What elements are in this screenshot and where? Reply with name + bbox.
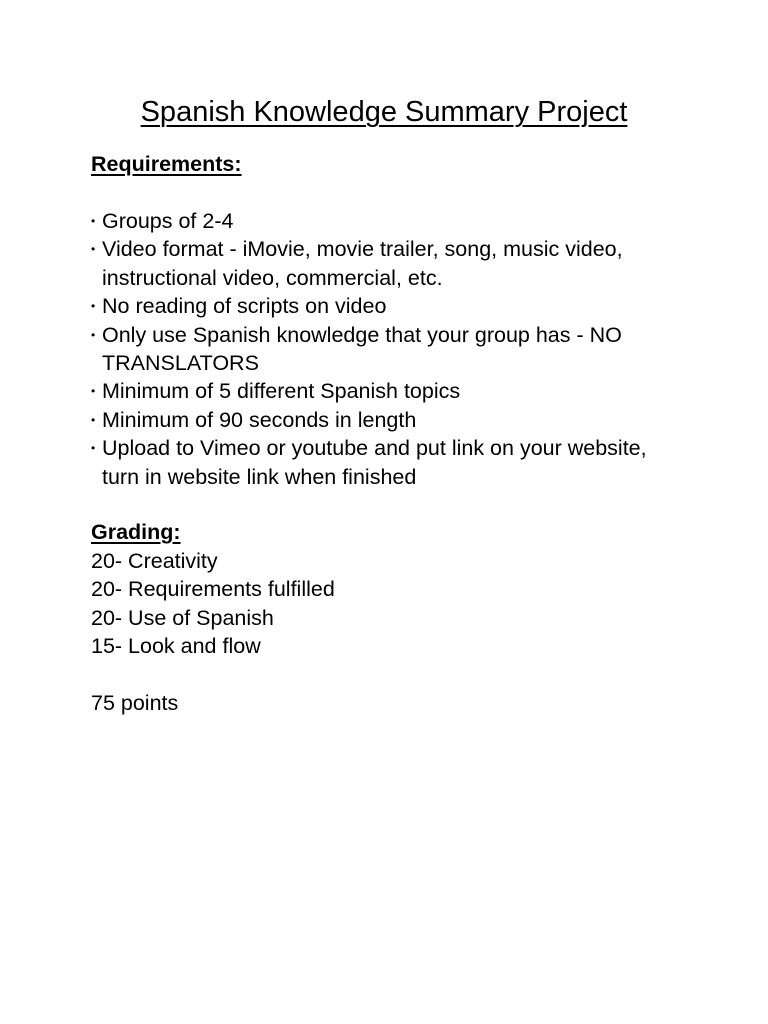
grading-item: 20- Requirements fulfilled xyxy=(91,577,335,602)
requirement-text: No reading of scripts on video xyxy=(102,294,387,319)
requirement-text-continued: TRANSLATORS xyxy=(102,351,259,376)
bullet-icon: • xyxy=(91,327,96,342)
bullet-icon: • xyxy=(91,441,96,456)
requirement-text: Upload to Vimeo or youtube and put link on your website, xyxy=(102,436,647,461)
requirement-text-continued: instructional video, commercial, etc. xyxy=(102,265,443,290)
grading-item: 20- Use of Spanish xyxy=(91,605,274,630)
requirement-text: Only use Spanish knowledge that your group has - NO xyxy=(102,322,622,347)
requirement-item xyxy=(91,321,731,378)
bullet-icon: • xyxy=(91,412,96,427)
requirement-item xyxy=(91,377,731,405)
document-title: Spanish Knowledge Summary Project xyxy=(140,96,628,128)
grading-item: 20- Creativity xyxy=(91,549,218,573)
requirement-item xyxy=(91,235,731,292)
total-points: 75 points xyxy=(91,691,179,715)
bullet-icon: • xyxy=(91,242,96,257)
requirement-text: Groups of 2-4 xyxy=(102,209,234,233)
requirements-heading: Requirements: xyxy=(91,152,242,176)
requirement-item xyxy=(91,434,731,491)
requirement-text-continued: turn in website link when finished xyxy=(102,464,417,489)
requirement-item xyxy=(91,406,731,434)
requirement-item xyxy=(91,207,731,235)
grading-item: 15- Look and flow xyxy=(91,634,261,659)
bullet-icon: • xyxy=(91,384,96,399)
requirements-list xyxy=(91,207,731,491)
requirement-text: Minimum of 5 different Spanish topics xyxy=(102,379,461,404)
requirement-item xyxy=(91,292,731,320)
bullet-icon: • xyxy=(91,214,96,228)
bullet-icon: • xyxy=(91,299,96,314)
grading-heading: Grading: xyxy=(91,520,181,544)
requirement-text: Minimum of 90 seconds in length xyxy=(102,407,417,432)
grading-list xyxy=(91,547,335,661)
requirement-text: Video format - iMovie, movie trailer, song, music video, xyxy=(102,237,623,262)
